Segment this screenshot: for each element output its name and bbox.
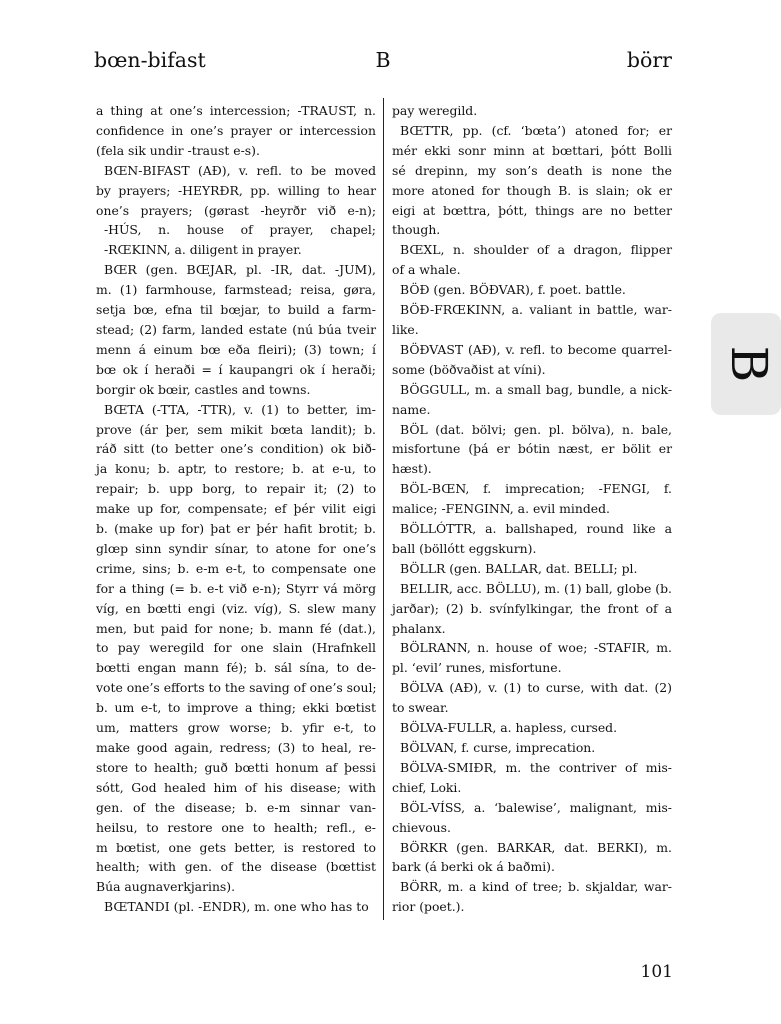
text-line: pay weregild. (392, 103, 478, 118)
text-line: chievous. (392, 819, 451, 835)
text-line: BŒXL, n. shoulder of a dragon, flipper (400, 242, 672, 258)
column-divider (383, 98, 384, 920)
text-line: bœtti engan mann fé); b. sál sína, to de- (96, 660, 376, 676)
text-line: BŒTTR, pp. (cf. ‘bœta’) atoned for; er (400, 122, 672, 138)
text-line: confidence in one’s prayer or intercession (96, 122, 376, 138)
text-line: BÖGGULL, m. a small bag, bundle, a nick- (400, 381, 672, 397)
text-line: glœp sinn syndir sínar, to atone for one’s (96, 540, 376, 556)
text-line: store to health; guð bœtti honum af þessi (96, 759, 376, 775)
text-line: repair; b. upp borg, to repair it; (2) to (96, 481, 376, 497)
text-line: to pay weregild for one slain (Hrafnkell (96, 640, 376, 656)
text-line: crime, sins; b. e-m e-t, to compensate one (96, 560, 376, 576)
text-line: health; with gen. of the disease (bœttist (96, 859, 376, 875)
text-line: BÖLVA-FULLR, a. hapless, cursed. (400, 720, 618, 736)
text-line: rior (poet.). (392, 899, 465, 915)
text-line: by prayers; -HEYRÐR, pp. willing to hear (96, 182, 376, 198)
text-line: eigi at bœttra, þótt, things are no better (392, 202, 672, 218)
text-line: misfortune (þá er bótin næst, er bölit er (392, 441, 672, 457)
text-line: (fela sik undir -traust e-s). (96, 142, 260, 158)
text-line: BŒTA (-TTA, -TTR), v. (1) to better, im- (104, 401, 376, 417)
text-line: BÖLLÓTTR, a. ballshaped, round like a (400, 521, 672, 537)
text-line: vote one’s efforts to the saving of one’s soul; (96, 680, 377, 696)
text-line: phalanx. (392, 620, 446, 636)
text-line: menn á einum bœ eða fleiri); (3) town; í (96, 341, 376, 357)
text-line: pl. ‘evil’ runes, misfortune. (392, 660, 562, 676)
text-line: stead; (2) farm, landed estate (nú búa tveir (96, 321, 376, 337)
text-line: of a whale. (392, 262, 461, 278)
text-line: gen. of the disease; b. e-m sinnar van- (96, 799, 376, 815)
text-line: some (böðvaðist at víni). (392, 361, 546, 377)
text-line: BÖLRANN, n. house of woe; -STAFIR, m. (400, 640, 672, 656)
thumb-index-letter: B (720, 345, 778, 383)
page-number: 101 (640, 962, 673, 982)
text-line: BÖL-BŒN, f. imprecation; -FENGI, f. (400, 481, 672, 497)
left-column (96, 101, 376, 917)
text-line: BÖÐ-FRŒKINN, a. valiant in battle, war- (400, 302, 672, 318)
text-line: ja konu; b. aptr, to restore; b. at e-u, to (96, 461, 376, 477)
text-line: víg, en bœtti engi (viz. víg), S. slew many (96, 600, 376, 616)
text-line: b. (make up for) þat er þér hafit brotit; b. (96, 521, 376, 537)
text-line: BŒR (gen. BŒJAR, pl. -IR, dat. -JUM), (104, 262, 376, 278)
header-first-entry: bœn-bifast (94, 48, 206, 72)
text-line: Búa augnaverkjarins). (96, 879, 236, 895)
text-line: one’s prayers; (gørast -heyrðr við e-n); (96, 202, 376, 218)
header-last-entry: börr (626, 48, 672, 72)
text-line: ball (böllótt eggskurn). (392, 540, 537, 556)
text-line: BÖL-VÍSS, a. ‘balewise’, malignant, mis- (400, 799, 672, 815)
text-line: to swear. (392, 700, 449, 716)
text-line: like. (392, 321, 419, 337)
text-line: sé drepinn, my son’s death is none the (392, 162, 672, 178)
text-line: borgir ok bœir, castles and towns. (96, 381, 311, 397)
text-line: BÖRR, m. a kind of tree; b. skjaldar, war- (400, 879, 672, 895)
text-line: mér ekki sonr minn at bœttari, þótt Bolli (392, 142, 672, 158)
text-line: bark (á berki ok á baðmi). (392, 859, 555, 875)
text-line: m. (1) farmhouse, farmstead; reisa, gøra, (96, 282, 376, 298)
text-line: um, matters grow worse; b. yfir e-t, to (96, 720, 376, 736)
text-line: BÖÐVAST (AÐ), v. refl. to become quarrel- (400, 341, 672, 357)
text-line: -HÚS, n. house of prayer, chapel; (104, 222, 376, 238)
text-line: BÖLVAN, f. curse, imprecation. (400, 740, 596, 755)
text-line: men, but paid for none; b. mann fé (dat.), (96, 620, 376, 636)
right-column (392, 101, 672, 917)
text-line: m bœtist, one gets better, is restored to (96, 839, 376, 855)
text-line: make good again, redress; (3) to heal, re- (96, 740, 376, 755)
text-line: name. (392, 401, 431, 417)
text-line: BÖÐ (gen. BÖÐVAR), f. poet. battle. (400, 282, 626, 298)
text-line: jarðar); (2) b. svínfylkingar, the front of a (392, 600, 672, 616)
text-line: hæst). (392, 461, 432, 477)
text-line: BÖLVA-SMIÐR, m. the contriver of mis- (400, 759, 672, 775)
text-line: heilsu, to restore one to health; refl., e- (96, 819, 376, 835)
text-line: BÖLLR (gen. BALLAR, dat. BELLI; pl. (400, 560, 638, 576)
text-line: -RŒKINN, a. diligent in prayer. (104, 242, 302, 258)
text-line: more atoned for though B. is slain; ok er (392, 182, 672, 198)
text-line: BŒTANDI (pl. -ENDR), m. one who has to (104, 899, 369, 915)
text-line: BELLIR, acc. BÖLLU), m. (1) ball, globe (b. (400, 580, 672, 596)
running-header (92, 46, 674, 76)
header-section-letter: B (375, 48, 391, 72)
text-line: make up for, compensate; ef þér vilit eigi (96, 501, 376, 517)
text-line: a thing at one’s intercession; -TRAUST, n. (96, 103, 376, 118)
text-line: chief, Loki. (392, 779, 462, 795)
text-line: BÖLVA (AÐ), v. (1) to curse, with dat. (2) (400, 680, 672, 696)
text-line: BŒN-BIFAST (AÐ), v. refl. to be moved (104, 162, 376, 178)
text-line: b. um e-t, to improve a thing; ekki bœtist (96, 700, 376, 716)
text-line: BÖRKR (gen. BARKAR, dat. BERKI), m. (400, 839, 672, 855)
text-line: setja bœ, efna til bœjar, to build a farm- (96, 302, 376, 318)
text-line: bœ ok í heraði = í kaupangri ok í heraði; (96, 361, 376, 377)
text-line: for a thing (= b. e-t við e-n); Styrr vá mörg (96, 580, 376, 596)
text-line: sótt, God healed him of his disease; with (96, 779, 376, 795)
text-line: BÖL (dat. bölvi; gen. pl. bölva), n. bale, (400, 421, 672, 437)
text-line: ráð sitt (to better one’s condition) ok bið- (96, 441, 376, 457)
text-line: malice; -FENGINN, a. evil minded. (392, 501, 610, 517)
text-line: prove (ár þer, sem mikit bœta landit); b. (96, 421, 376, 437)
text-line: though. (392, 222, 441, 238)
